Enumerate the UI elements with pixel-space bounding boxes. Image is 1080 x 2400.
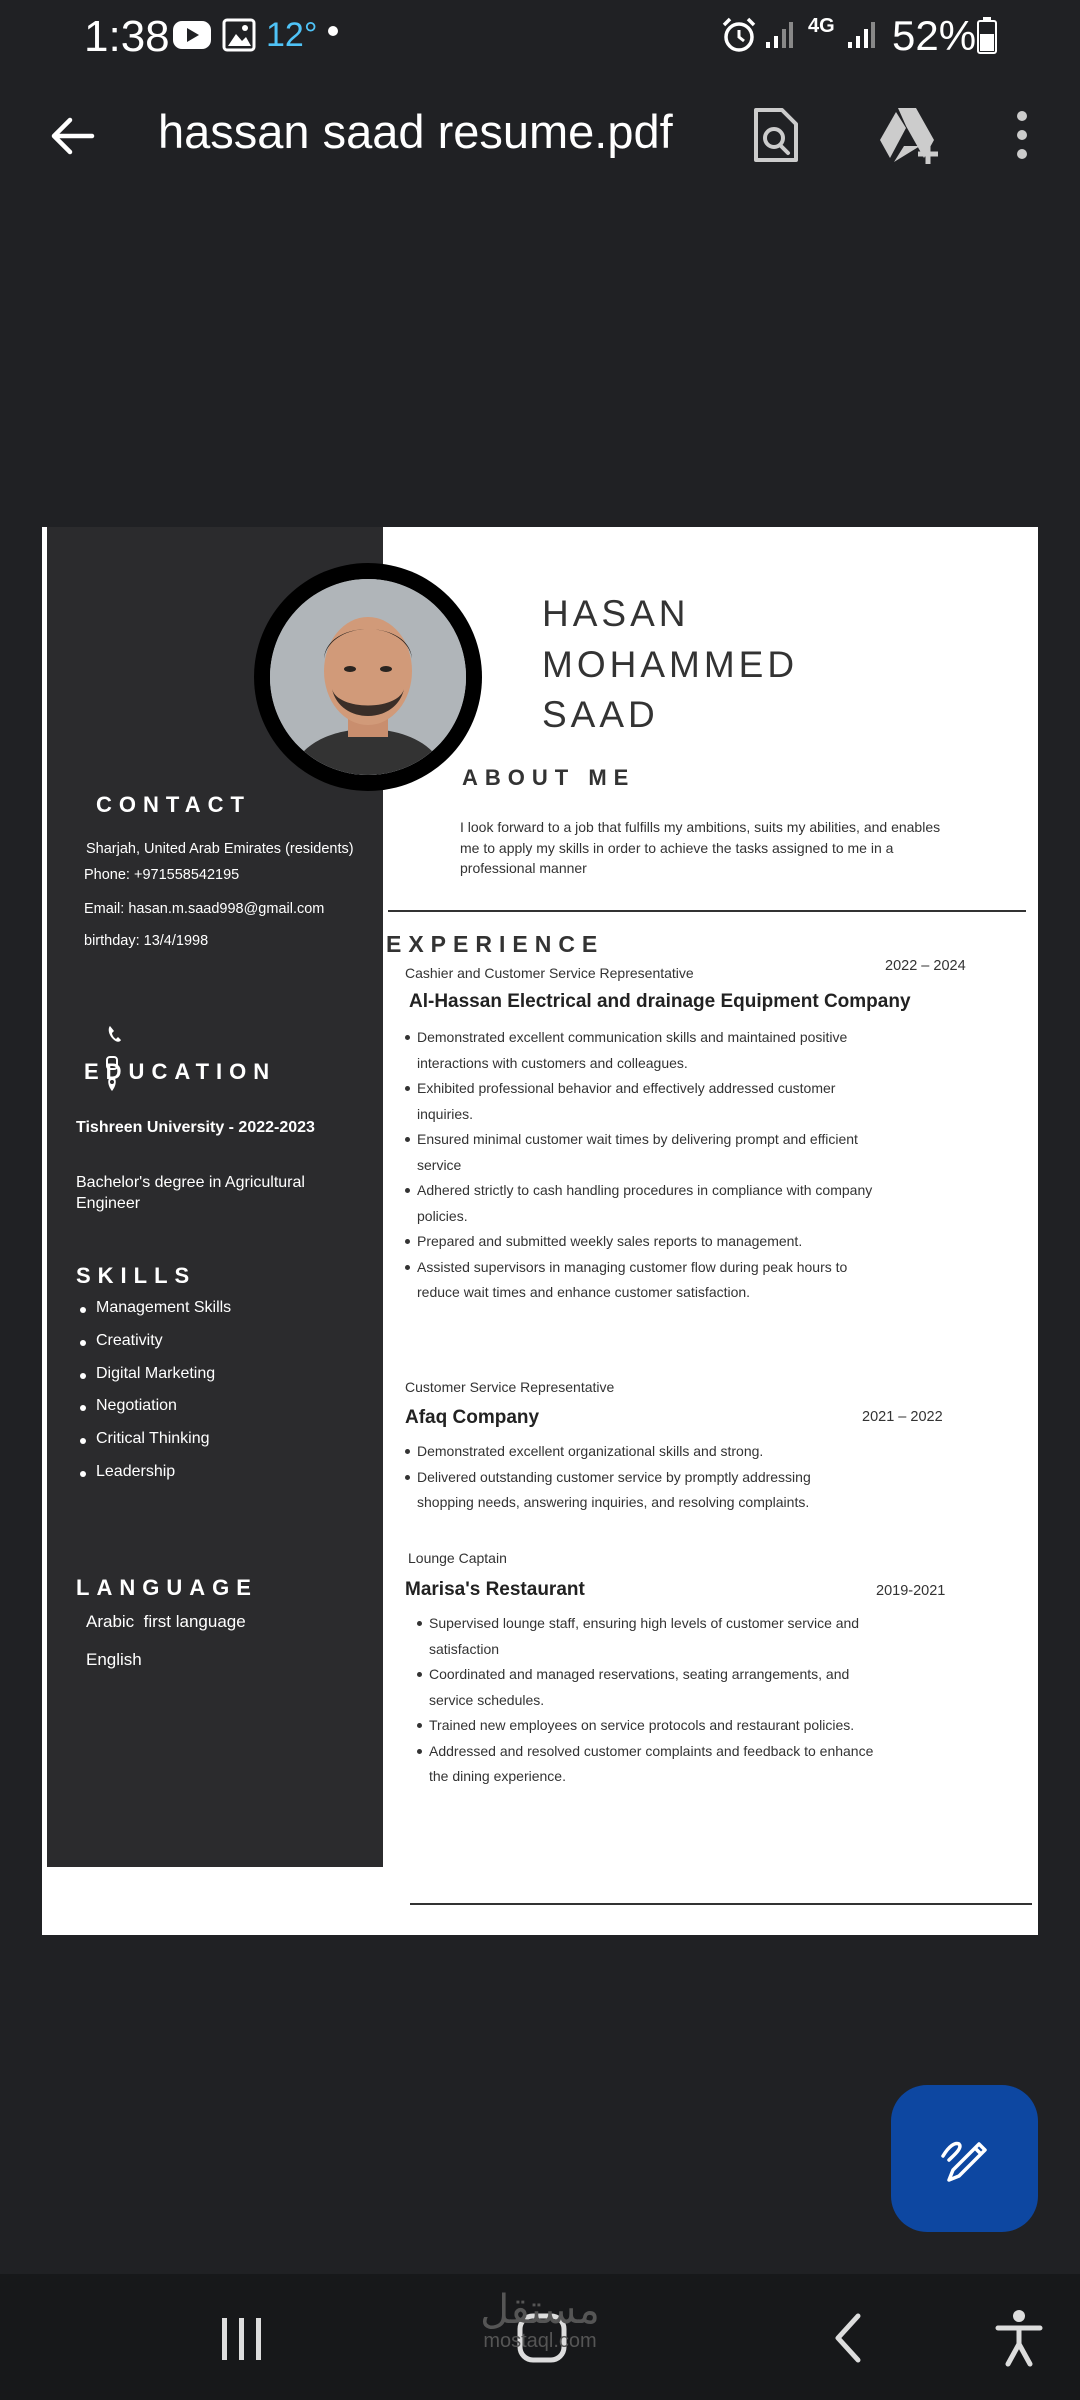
experience-heading: EXPERIENCE (386, 931, 605, 957)
contact-phone: Phone: +971558542195 (84, 867, 240, 883)
job-bullets (404, 1439, 854, 1516)
job-bullet: Prepared and submitted weekly sales reports to management. (404, 1229, 874, 1255)
job-bullets (404, 1025, 874, 1306)
about-text: I look forward to a job that fulfills my ambitions, suits my abilities, and enables me to apply my skills in order to achieve the tasks assigned to me in a professional manner (460, 819, 941, 876)
add-to-drive-icon[interactable] (876, 104, 942, 171)
edit-fab-button[interactable] (891, 2085, 1038, 2232)
about-heading: ABOUT ME (462, 765, 636, 790)
profile-photo (270, 579, 466, 775)
network-type: 4G (808, 15, 835, 37)
job-company: Afaq Company (405, 1407, 540, 1428)
name-line-2: MOHAMMED (542, 644, 799, 685)
job-role: Cashier and Customer Service Representative (405, 965, 694, 981)
app-bar (0, 76, 1080, 196)
job-bullet: Ensured minimal customer wait times by delivering prompt and efficient service (404, 1127, 874, 1178)
footer-divider (410, 1903, 1032, 1905)
accessibility-icon[interactable] (994, 2308, 1044, 2373)
notification-dot (328, 26, 338, 36)
search-document-icon[interactable] (746, 104, 806, 171)
back-arrow-icon[interactable] (44, 106, 104, 171)
job-role: Lounge Captain (408, 1550, 507, 1566)
phone-icon (106, 1024, 122, 1049)
skill-item: Creativity (76, 1332, 231, 1365)
profile-photo-frame (254, 563, 482, 791)
job-company: Al-Hassan Electrical and drainage Equipment Company (409, 991, 911, 1012)
signal-icon (846, 20, 876, 55)
edit-pen-icon (935, 2126, 995, 2191)
name-line-3: SAAD (542, 694, 659, 735)
education-school: Tishreen University - 2022-2023 (76, 1119, 315, 1136)
job-bullet: Coordinated and managed reservations, seating arrangements, and service schedules. (416, 1662, 886, 1713)
temperature: 12° (266, 16, 318, 54)
more-vert-icon[interactable] (1010, 104, 1034, 171)
job-bullet: Assisted supervisors in managing customer flow during peak hours to reduce wait times and enhance customer satisfaction. (404, 1255, 874, 1306)
job-company: Marisa's Restaurant (405, 1579, 585, 1600)
contact-email: Email: hasan.m.saad998@gmail.com (84, 901, 325, 917)
job-bullet: Demonstrated excellent communication skills and maintained positive interactions with customers and colleagues. (404, 1025, 874, 1076)
job-bullet: Trained new employees on service protocols and restaurant policies. (416, 1713, 886, 1739)
youtube-icon (172, 18, 212, 57)
job-role: Customer Service Representative (405, 1379, 615, 1395)
job-dates: 2021 – 2022 (862, 1409, 943, 1425)
job-bullet: Exhibited professional behavior and effectively addressed customer inquiries. (404, 1076, 874, 1127)
alarm-icon (720, 16, 758, 59)
education-heading: EDUCATION (84, 1059, 277, 1084)
contact-address: Sharjah, United Arab Emirates (residents) (86, 841, 354, 857)
job-dates: 2022 – 2024 (885, 958, 966, 974)
skill-item: Leadership (76, 1463, 231, 1496)
language-heading: LANGUAGE (76, 1575, 258, 1600)
watermark-logo: مستقل mostaql.com (480, 2288, 600, 2352)
job-bullets (416, 1611, 886, 1790)
name-line-1: HASAN (542, 593, 690, 634)
skills-list (76, 1299, 231, 1496)
skill-item: Digital Marketing (76, 1365, 231, 1398)
job-bullet: Adhered strictly to cash handling procedures in compliance with company policies. (404, 1178, 874, 1229)
skills-heading: SKILLS (76, 1263, 197, 1288)
skill-item: Negotiation (76, 1397, 231, 1430)
battery-level: 52% (892, 12, 977, 59)
language-item: Arabic first language (86, 1612, 246, 1631)
document-title: hassan saad resume.pdf (158, 105, 673, 158)
clock: 1:38 (84, 12, 170, 61)
contact-heading: CONTACT (96, 792, 251, 817)
nav-back-icon[interactable] (828, 2310, 868, 2371)
job-bullet: Delivered outstanding customer service by promptly addressing shopping needs, answering inquiries, and resolving complaints. (404, 1465, 854, 1516)
skill-item: Critical Thinking (76, 1430, 231, 1463)
contact-birthday: birthday: 13/4/1998 (84, 933, 209, 949)
status-bar (0, 0, 1080, 76)
job-dates: 2019-2021 (876, 1583, 946, 1599)
education-degree: Bachelor's degree in Agricultural Engineer (76, 1174, 305, 1212)
job-bullet: Supervised lounge staff, ensuring high levels of customer service and satisfaction (416, 1611, 886, 1662)
signal-icon (764, 20, 794, 55)
divider (388, 910, 1026, 912)
battery-icon (976, 16, 998, 59)
skill-item: Management Skills (76, 1299, 231, 1332)
job-bullet: Demonstrated excellent organizational skills and strong. (404, 1439, 854, 1465)
job-bullet: Addressed and resolved customer complaints and feedback to enhance the dining experience. (416, 1739, 886, 1790)
language-item: English (86, 1650, 142, 1669)
gallery-icon (222, 18, 256, 57)
recents-icon[interactable] (218, 2314, 266, 2369)
pdf-page[interactable] (42, 527, 1038, 1935)
